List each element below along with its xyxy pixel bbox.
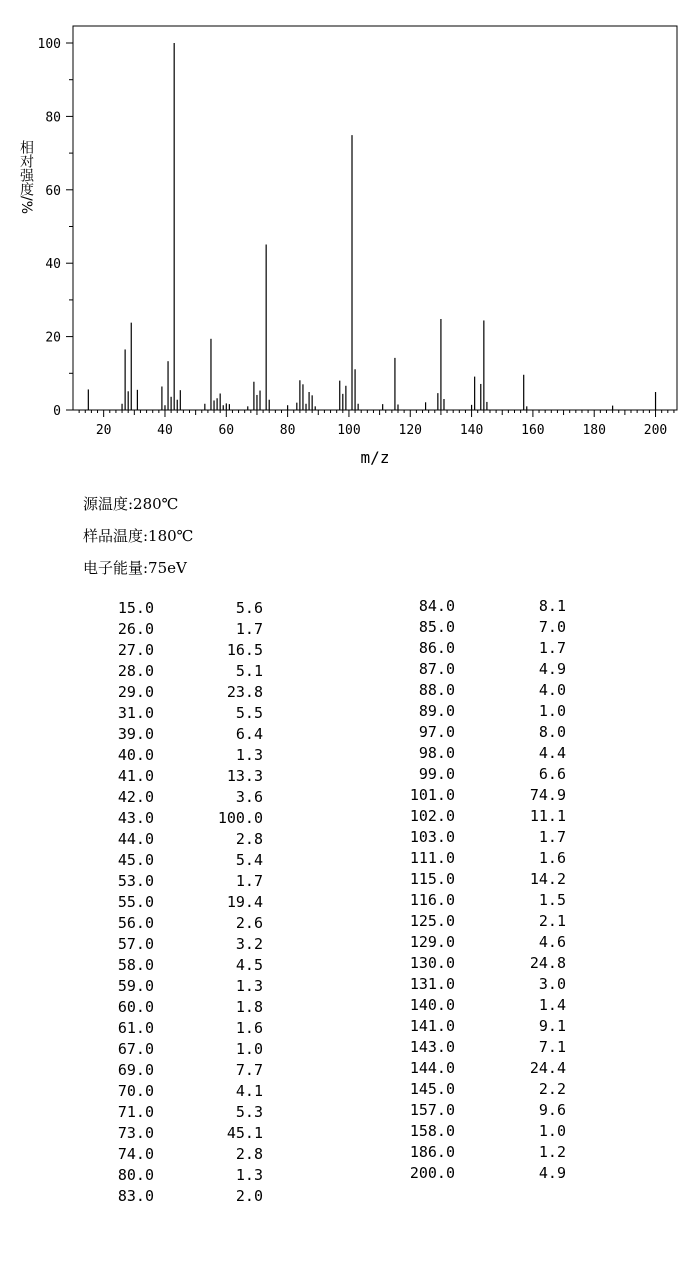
- x-tick-label: 100: [337, 423, 361, 438]
- intensity-value: 13.3: [226, 767, 263, 785]
- intensity-value: 14.2: [529, 870, 566, 888]
- intensity-value: 7.1: [538, 1038, 566, 1056]
- y-tick-label: 0: [53, 404, 61, 419]
- x-tick-label: 160: [521, 423, 545, 438]
- mz-value: 89.0: [418, 702, 455, 720]
- intensity-value: 11.1: [529, 807, 566, 825]
- mz-value: 102.0: [409, 807, 455, 825]
- intensity-value: 74.9: [529, 786, 566, 804]
- intensity-value: 16.5: [226, 641, 263, 659]
- mz-value: 186.0: [409, 1143, 455, 1161]
- mz-value: 115.0: [409, 870, 455, 888]
- y-axis-label: 相对强度/%: [18, 140, 34, 215]
- intensity-value: 5.1: [235, 662, 263, 680]
- mz-value: 60.0: [117, 998, 154, 1016]
- sample-temperature: 样品温度:180℃: [83, 527, 194, 545]
- mz-value: 73.0: [117, 1124, 154, 1142]
- mz-value: 98.0: [418, 744, 455, 762]
- intensity-value: 4.9: [538, 1164, 566, 1182]
- intensity-value: 1.0: [538, 1122, 566, 1140]
- intensity-value: 8.0: [538, 723, 566, 741]
- mz-value: 61.0: [117, 1019, 154, 1037]
- intensity-value: 2.8: [235, 830, 263, 848]
- y-tick-label: 80: [45, 110, 61, 126]
- mz-value: 85.0: [418, 618, 455, 636]
- intensity-value: 19.4: [226, 893, 263, 911]
- mz-value: 141.0: [409, 1017, 455, 1035]
- intensity-value: 8.1: [538, 597, 566, 615]
- intensity-value: 3.6: [235, 788, 263, 806]
- mz-value: 55.0: [117, 893, 154, 911]
- intensity-value: 1.7: [235, 620, 263, 638]
- y-tick-label: 40: [45, 257, 61, 273]
- mz-value: 158.0: [409, 1122, 455, 1140]
- mz-value: 125.0: [409, 912, 455, 930]
- intensity-value: 7.7: [235, 1061, 263, 1079]
- intensity-value: 6.6: [538, 765, 566, 783]
- mz-value: 80.0: [117, 1166, 154, 1184]
- mz-value: 70.0: [117, 1082, 154, 1100]
- mz-value: 143.0: [409, 1038, 455, 1056]
- x-tick-label: 80: [279, 423, 296, 438]
- x-tick-label: 20: [95, 423, 112, 438]
- mz-value: 69.0: [117, 1061, 154, 1079]
- x-tick-label: 60: [218, 423, 235, 438]
- intensity-value: 1.7: [538, 828, 566, 846]
- mz-value: 74.0: [117, 1145, 154, 1163]
- mz-value: 130.0: [409, 954, 455, 972]
- intensity-value: 9.1: [538, 1017, 566, 1035]
- intensity-value: 45.1: [226, 1124, 263, 1142]
- mz-value: 27.0: [117, 641, 154, 659]
- intensity-value: 3.0: [538, 975, 566, 993]
- intensity-value: 5.3: [235, 1103, 263, 1121]
- mz-value: 87.0: [418, 660, 455, 678]
- mz-value: 31.0: [117, 704, 154, 722]
- mz-value: 200.0: [409, 1164, 455, 1182]
- mz-value: 43.0: [117, 809, 154, 827]
- x-axis-label: m/z: [360, 448, 390, 467]
- y-tick-label: 20: [45, 330, 61, 346]
- mz-value: 131.0: [409, 975, 455, 993]
- mz-value: 129.0: [409, 933, 455, 951]
- plot-frame: [73, 26, 677, 410]
- mz-value: 15.0: [117, 599, 154, 617]
- mz-value: 97.0: [418, 723, 455, 741]
- x-tick-label: 180: [582, 423, 606, 438]
- intensity-value: 24.4: [529, 1059, 566, 1077]
- electron-energy: 电子能量:75eV: [83, 559, 187, 577]
- intensity-value: 5.6: [235, 599, 263, 617]
- intensity-value: 100.0: [217, 809, 263, 827]
- mz-value: 88.0: [418, 681, 455, 699]
- mz-value: 59.0: [117, 977, 154, 995]
- mz-value: 144.0: [409, 1059, 455, 1077]
- mz-value: 67.0: [117, 1040, 154, 1058]
- intensity-value: 1.8: [235, 998, 263, 1016]
- mz-value: 41.0: [117, 767, 154, 785]
- x-tick-label: 40: [157, 423, 173, 438]
- intensity-value: 1.4: [538, 996, 566, 1014]
- mz-value: 42.0: [117, 788, 154, 806]
- intensity-value: 1.2: [538, 1143, 566, 1161]
- mz-value: 44.0: [117, 830, 154, 848]
- mz-value: 145.0: [409, 1080, 455, 1098]
- mz-value: 57.0: [117, 935, 154, 953]
- intensity-value: 3.2: [235, 935, 263, 953]
- intensity-value: 6.4: [235, 725, 263, 743]
- mz-value: 29.0: [117, 683, 154, 701]
- mz-value: 71.0: [117, 1103, 154, 1121]
- mz-value: 56.0: [117, 914, 154, 932]
- intensity-value: 2.6: [235, 914, 263, 932]
- mz-value: 157.0: [409, 1101, 455, 1119]
- intensity-value: 23.8: [226, 683, 263, 701]
- x-tick-label: 200: [643, 423, 668, 438]
- intensity-value: 4.1: [235, 1082, 263, 1100]
- mz-value: 58.0: [117, 956, 154, 974]
- mz-value: 99.0: [418, 765, 455, 783]
- mz-value: 140.0: [409, 996, 455, 1014]
- intensity-value: 2.2: [538, 1080, 566, 1098]
- intensity-value: 1.3: [235, 746, 263, 764]
- intensity-value: 1.3: [235, 1166, 263, 1184]
- intensity-value: 2.1: [538, 912, 566, 930]
- intensity-value: 1.0: [538, 702, 566, 720]
- x-tick-label: 120: [398, 423, 423, 438]
- source-temperature: 源温度:280℃: [83, 495, 179, 513]
- intensity-value: 7.0: [538, 618, 566, 636]
- intensity-value: 4.9: [538, 660, 566, 678]
- mz-value: 83.0: [117, 1187, 154, 1205]
- mz-value: 28.0: [117, 662, 154, 680]
- intensity-value: 9.6: [538, 1101, 566, 1119]
- intensity-value: 4.0: [538, 681, 566, 699]
- mz-value: 111.0: [409, 849, 455, 867]
- intensity-value: 1.3: [235, 977, 263, 995]
- mz-value: 26.0: [117, 620, 154, 638]
- intensity-value: 2.0: [235, 1187, 263, 1205]
- mz-value: 84.0: [418, 597, 455, 615]
- y-tick-label: 60: [45, 183, 61, 199]
- mz-value: 39.0: [117, 725, 154, 743]
- intensity-value: 1.0: [235, 1040, 263, 1058]
- x-tick-label: 140: [459, 423, 484, 438]
- y-tick-label: 100: [37, 37, 61, 52]
- intensity-value: 1.7: [235, 872, 263, 890]
- intensity-value: 24.8: [529, 954, 566, 972]
- mz-value: 40.0: [117, 746, 154, 764]
- intensity-value: 5.4: [235, 851, 263, 869]
- intensity-value: 4.5: [235, 956, 263, 974]
- intensity-value: 2.8: [235, 1145, 263, 1163]
- intensity-value: 4.4: [538, 744, 566, 762]
- mz-value: 86.0: [418, 639, 455, 657]
- intensity-value: 1.5: [538, 891, 566, 909]
- intensity-value: 1.6: [235, 1019, 263, 1037]
- mz-value: 116.0: [409, 891, 455, 909]
- intensity-value: 4.6: [538, 933, 566, 951]
- intensity-value: 1.7: [538, 639, 566, 657]
- intensity-value: 1.6: [538, 849, 566, 867]
- mass-spectrum-chart: [0, 0, 687, 480]
- mz-value: 103.0: [409, 828, 455, 846]
- mz-value: 53.0: [117, 872, 154, 890]
- mz-value: 101.0: [409, 786, 455, 804]
- intensity-value: 5.5: [235, 704, 263, 722]
- mz-value: 45.0: [117, 851, 154, 869]
